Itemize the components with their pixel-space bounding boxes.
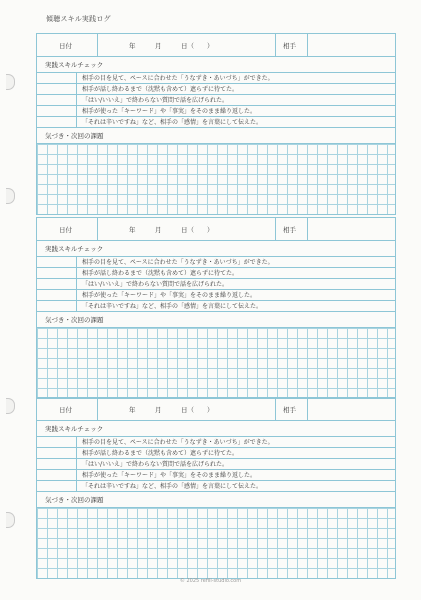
skill-text: 「はい/いいえ」で終わらない質問で話を広げられた。 [82, 281, 229, 288]
skill-checkbox[interactable] [37, 268, 77, 278]
skill-checkbox[interactable] [37, 117, 77, 127]
divider [275, 398, 276, 420]
skill-checkbox[interactable] [37, 95, 77, 105]
skill-check-row [37, 84, 395, 95]
divider [307, 218, 308, 240]
skill-text: 相手の目を見て、ペースに合わせた「うなずき・あいづち」ができた。 [82, 259, 274, 266]
skill-checkbox[interactable] [37, 257, 77, 267]
divider [97, 218, 98, 240]
year-label: 年 [129, 42, 136, 50]
skill-text: 相手が使った「キーワード」や「事実」をそのまま繰り返した。 [82, 108, 257, 115]
skill-checkbox[interactable] [37, 290, 77, 300]
skill-checkbox[interactable] [37, 84, 77, 94]
notes-title: 気づき・次回の課題 [37, 492, 395, 508]
skill-checkbox[interactable] [37, 301, 77, 311]
skill-check-row [37, 268, 395, 279]
skill-check-row [37, 257, 395, 268]
skill-text: 相手の目を見て、ペースに合わせた「うなずき・あいづち」ができた。 [82, 439, 274, 446]
skill-checkbox[interactable] [37, 279, 77, 289]
skill-text: 「はい/いいえ」で終わらない質問で話を広げられた。 [82, 461, 229, 468]
skill-check-row [37, 117, 395, 128]
skill-text: 相手が話し終わるまで（沈黙も含めて）遮らずに待てた。 [82, 450, 239, 457]
skill-text: 相手が話し終わるまで（沈黙も含めて）遮らずに待てた。 [82, 86, 239, 93]
date-row [37, 398, 395, 421]
log-section [36, 217, 396, 399]
skill-text: 相手が使った「キーワード」や「事実」をそのまま繰り返した。 [82, 472, 257, 479]
ring-hole [6, 398, 15, 414]
skill-text: 「それは辛いですね」など、相手の「感情」を言葉にして伝えた。 [82, 119, 263, 126]
skill-text: 「それは辛いですね」など、相手の「感情」を言葉にして伝えた。 [82, 303, 263, 310]
divider [307, 398, 308, 420]
notes-grid[interactable] [37, 144, 395, 214]
year-label: 年 [129, 226, 136, 234]
date-row [37, 34, 395, 57]
date-label: 日付 [59, 42, 72, 50]
skill-checkbox[interactable] [37, 470, 77, 480]
skill-text: 相手が使った「キーワード」や「事実」をそのまま繰り返した。 [82, 292, 257, 299]
day-weekday-label: 日（ ） [181, 226, 214, 234]
skill-check-row [37, 301, 395, 312]
partner-label: 相手 [283, 226, 296, 234]
skills-title: 実践スキルチェック [37, 421, 395, 437]
skill-check-row [37, 470, 395, 481]
month-label: 月 [155, 406, 162, 414]
skill-check-row [37, 481, 395, 492]
skill-checkbox[interactable] [37, 459, 77, 469]
divider [97, 34, 98, 56]
day-weekday-label: 日（ ） [181, 42, 214, 50]
copyright: © 2025 refill-studio.com [179, 578, 242, 584]
skill-checkbox[interactable] [37, 481, 77, 491]
skill-check-row [37, 448, 395, 459]
ring-hole [6, 188, 15, 204]
divider [97, 398, 98, 420]
date-label: 日付 [59, 226, 72, 234]
partner-label: 相手 [283, 42, 296, 50]
skill-check-row [37, 459, 395, 470]
skill-checkbox[interactable] [37, 73, 77, 83]
skill-checkbox[interactable] [37, 437, 77, 447]
skill-checkbox[interactable] [37, 106, 77, 116]
skill-text: 相手が話し終わるまで（沈黙も含めて）遮らずに待てた。 [82, 270, 239, 277]
divider [275, 34, 276, 56]
log-section [36, 397, 396, 579]
skills-title: 実践スキルチェック [37, 241, 395, 257]
ring-hole [6, 74, 15, 90]
ring-hole [6, 512, 15, 528]
notes-grid[interactable] [37, 508, 395, 578]
month-label: 月 [155, 42, 162, 50]
month-label: 月 [155, 226, 162, 234]
notes-title: 気づき・次回の課題 [37, 312, 395, 328]
year-label: 年 [129, 406, 136, 414]
date-label: 日付 [59, 406, 72, 414]
divider [307, 34, 308, 56]
divider [275, 218, 276, 240]
skills-title: 実践スキルチェック [37, 57, 395, 73]
skill-checkbox[interactable] [37, 448, 77, 458]
day-weekday-label: 日（ ） [181, 406, 214, 414]
skill-check-row [37, 95, 395, 106]
notes-grid[interactable] [37, 328, 395, 398]
skill-check-row [37, 73, 395, 84]
doc-title: 傾聴スキル実践ログ [46, 15, 111, 23]
notes-title: 気づき・次回の課題 [37, 128, 395, 144]
date-row [37, 218, 395, 241]
skill-text: 「それは辛いですね」など、相手の「感情」を言葉にして伝えた。 [82, 483, 263, 490]
skill-text: 相手の目を見て、ペースに合わせた「うなずき・あいづち」ができた。 [82, 75, 274, 82]
skill-check-row [37, 437, 395, 448]
skill-check-row [37, 106, 395, 117]
skill-check-row [37, 290, 395, 301]
log-section [36, 33, 396, 215]
skill-check-row [37, 279, 395, 290]
partner-label: 相手 [283, 406, 296, 414]
skill-text: 「はい/いいえ」で終わらない質問で話を広げられた。 [82, 97, 229, 104]
